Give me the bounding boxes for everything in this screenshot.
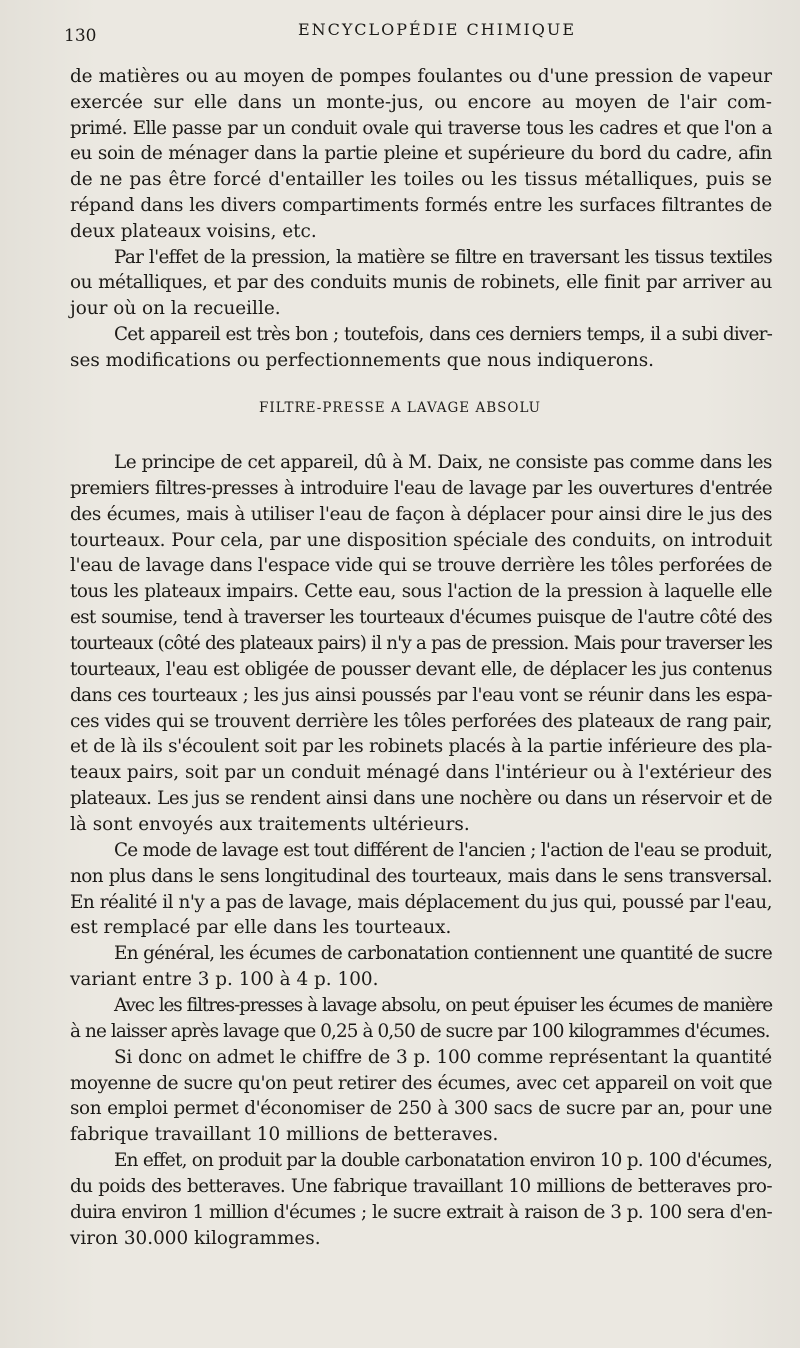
- intro-text-block: [70, 64, 772, 374]
- text-line: ces vides qui se trouvent derrière les tôles perforées des plateaux de rang pair,: [70, 710, 772, 732]
- text-line: Si donc on admet le chiffre de 3 p. 100 comme représentant la quantité: [114, 1046, 772, 1068]
- text-line: des écumes, mais à utiliser l'eau de façon à déplacer pour ainsi dire le jus des: [70, 503, 772, 525]
- running-title: ENCYCLOPÉDIE CHIMIQUE: [298, 20, 577, 39]
- paragraph: [70, 1148, 772, 1251]
- text-line: moyenne de sucre qu'on peut retirer des écumes, avec cet appareil on voit que: [70, 1072, 772, 1094]
- paragraph: [70, 322, 772, 374]
- text-line: Avec les filtres-presses à lavage absolu, on peut épuiser les écumes de manière: [114, 995, 772, 1017]
- text-line: Cet appareil est très bon ; toutefois, dans ces derniers temps, il a subi diver-: [114, 323, 772, 345]
- text-line: teaux pairs, soit par un conduit ménagé dans l'intérieur ou à l'extérieur des: [70, 762, 772, 784]
- text-line: plateaux. Les jus se rendent ainsi dans une nochère ou dans un réservoir et de: [70, 788, 772, 810]
- text-line: son emploi permet d'économiser de 250 à 300 sacs de sucre par an, pour une: [70, 1098, 772, 1120]
- text-line: est remplacé par elle dans les tourteaux.: [70, 917, 452, 939]
- text-line: ou métalliques, et par des conduits munis de robinets, elle finit par arriver au: [70, 272, 772, 294]
- text-line: exercée sur elle dans un monte-jus, ou encore au moyen de l'air com-: [70, 91, 772, 113]
- text-line: là sont envoyés aux traitements ultérieurs.: [70, 814, 470, 836]
- text-line: deux plateaux voisins, etc.: [70, 220, 317, 242]
- text-line: de ne pas être forcé d'entailler les toiles ou les tissus métalliques, puis se: [70, 169, 772, 191]
- text-line: En réalité il n'y a pas de lavage, mais déplacement du jus qui, poussé par l'eau,: [70, 891, 772, 913]
- text-line: dans ces tourteaux ; les jus ainsi poussés par l'eau vont se réunir dans les espa-: [70, 684, 772, 706]
- text-line: et de là ils s'écoulent soit par les robinets placés à la partie inférieure des pla-: [70, 736, 772, 758]
- text-line: tourteaux. Pour cela, par une disposition spéciale des conduits, on introduit: [70, 529, 772, 551]
- text-line: tourteaux, l'eau est obligée de pousser devant elle, de déplacer les jus contenus: [70, 658, 772, 680]
- text-line: duira environ 1 million d'écumes ; le sucre extrait à raison de 3 p. 100 sera d'en-: [70, 1201, 772, 1223]
- paragraph: [70, 450, 772, 838]
- text-line: fabrique travaillant 10 millions de betteraves.: [70, 1124, 499, 1146]
- text-line: Le principe de cet appareil, dû à M. Daix, ne consiste pas comme dans les: [114, 452, 772, 473]
- text-line: viron 30.000 kilogrammes.: [70, 1227, 321, 1249]
- text-line: variant entre 3 p. 100 à 4 p. 100.: [70, 969, 379, 991]
- text-line: tous les plateaux impairs. Cette eau, sous l'action de la pression à laquelle elle: [70, 581, 772, 603]
- text-line: Par l'effet de la pression, la matière se filtre en traversant les tissus textiles: [114, 246, 772, 268]
- text-line: jour où on la recueille.: [70, 298, 281, 320]
- page-header: [64, 20, 770, 50]
- text-line: primé. Elle passe par un conduit ovale qui traverse tous les cadres et que l'on a: [70, 117, 772, 139]
- text-line: du poids des betteraves. Une fabrique travaillant 10 millions de betteraves pro-: [70, 1176, 772, 1198]
- text-line: premiers filtres-presses à introduire l'eau de lavage par les ouvertures d'entrée: [70, 477, 772, 499]
- paragraph: [70, 838, 772, 941]
- text-line: de matières ou au moyen de pompes foulantes ou d'une pression de vapeur: [70, 66, 772, 87]
- text-line: est soumise, tend à traverser les tourteaux d'écumes puisque de l'autre côté des: [70, 607, 772, 629]
- paragraph: [70, 1045, 772, 1148]
- text-line: eu soin de ménager dans la partie pleine et supérieure du bord du cadre, afin: [70, 143, 772, 165]
- paragraph: [70, 245, 772, 322]
- text-line: à ne laisser après lavage que 0,25 à 0,50 de sucre par 100 kilogrammes d'écumes.: [70, 1020, 770, 1042]
- paragraph: [70, 941, 772, 993]
- section-heading: FILTRE-PRESSE A LAVAGE ABSOLU: [258, 400, 542, 416]
- text-line: tourteaux (côté des plateaux pairs) il n'y a pas de pression. Mais pour traverser les: [70, 633, 772, 655]
- text-line: l'eau de lavage dans l'espace vide qui se trouve derrière les tôles perforées de: [70, 555, 772, 577]
- text-line: En général, les écumes de carbonatation contiennent une quantité de sucre: [114, 943, 772, 965]
- page-number: 130: [64, 26, 97, 46]
- section-text-block: [70, 450, 772, 1252]
- text-line: non plus dans le sens longitudinal des tourteaux, mais dans le sens transversal.: [70, 865, 772, 887]
- text-line: En effet, on produit par la double carbonatation environ 10 p. 100 d'écumes,: [114, 1150, 772, 1172]
- text-line: ses modifications ou perfectionnements que nous indiquerons.: [70, 349, 654, 371]
- text-line: Ce mode de lavage est tout différent de l'ancien ; l'action de l'eau se produit,: [114, 839, 772, 861]
- paragraph: [70, 64, 772, 245]
- text-line: répand dans les divers compartiments formés entre les surfaces filtrantes de: [70, 194, 772, 216]
- paragraph: [70, 993, 772, 1045]
